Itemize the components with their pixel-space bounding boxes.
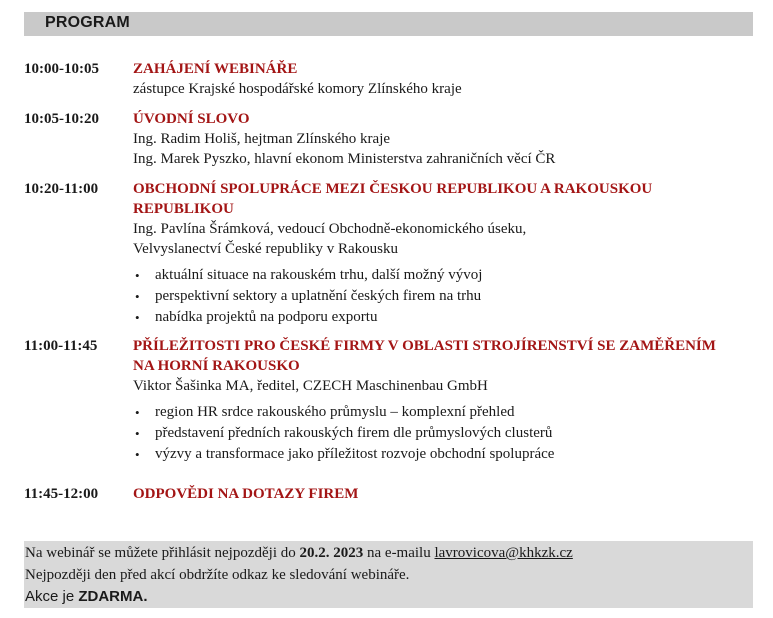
program-title: PROGRAM bbox=[45, 14, 130, 31]
session-content bbox=[133, 484, 748, 504]
bullet-icon: • bbox=[135, 426, 140, 441]
session-content bbox=[133, 179, 748, 328]
session-time: 11:45-12:00 bbox=[24, 486, 99, 502]
list-item: • nabídka projektů na podporu exportu bbox=[133, 307, 748, 328]
session-time: 11:00-11:45 bbox=[24, 338, 98, 354]
program-header bbox=[24, 12, 753, 36]
session-content bbox=[133, 109, 748, 169]
speaker-line: Viktor Šašinka MA, ředitel, CZECH Maschinenbau GmbH bbox=[133, 378, 488, 394]
session-time: 10:05-10:20 bbox=[24, 111, 99, 127]
email-link[interactable]: lavrovicova@khkzk.cz bbox=[434, 545, 573, 561]
registration-line: Na webinář se můžete přihlásit nejpozději do 20.2. 2023 na e-mailu lavrovicova@khkzk.cz bbox=[25, 545, 573, 561]
session-content bbox=[133, 336, 748, 465]
registration-footer bbox=[24, 541, 753, 608]
list-item: • region HR srdce rakouského průmyslu – komplexní přehled bbox=[133, 402, 748, 423]
webinar-link-note: Nejpozději den před akcí obdržíte odkaz ke sledování webináře. bbox=[25, 567, 410, 583]
session-title-line: NA HORNÍ RAKOUSKO bbox=[133, 358, 300, 374]
bullet-icon: • bbox=[135, 268, 140, 283]
deadline-date: 20.2. 2023 bbox=[299, 545, 364, 561]
bullet-icon: • bbox=[135, 447, 140, 462]
session-title-line: PŘÍLEŽITOSTI PRO ČESKÉ FIRMY V OBLASTI STROJÍRENSTVÍ SE ZAMĚŘENÍM bbox=[133, 338, 716, 354]
session-title-line: OBCHODNÍ SPOLUPRÁCE MEZI ČESKOU REPUBLIKOU A RAKOUSKOU bbox=[133, 181, 653, 197]
session-title: ODPOVĚDI NA DOTAZY FIREM bbox=[133, 486, 359, 502]
speaker-line: Velvyslanectví České republiky v Rakousku bbox=[133, 241, 398, 257]
speaker-line: Ing. Pavlína Šrámková, vedoucí Obchodně-ekonomického úseku, bbox=[133, 221, 527, 237]
speaker-line: Ing. Marek Pyszko, hlavní ekonom Ministerstva zahraničních věcí ČR bbox=[133, 151, 556, 167]
list-item: • představení předních rakouských firem dle průmyslových clusterů bbox=[133, 423, 748, 444]
free-event-line: Akce je ZDARMA. bbox=[25, 588, 148, 605]
list-item: • výzvy a transformace jako příležitost rozvoje obchodní spolupráce bbox=[133, 444, 748, 465]
speaker-line: zástupce Krajské hospodářské komory Zlínského kraje bbox=[133, 81, 462, 97]
session-time: 10:00-10:05 bbox=[24, 61, 99, 77]
session-title-line: REPUBLIKOU bbox=[133, 201, 234, 217]
bullet-icon: • bbox=[135, 310, 140, 325]
speaker-line: Ing. Radim Holiš, hejtman Zlínského kraje bbox=[133, 131, 391, 147]
session-time: 10:20-11:00 bbox=[24, 181, 99, 197]
session-title: ÚVODNÍ SLOVO bbox=[133, 111, 250, 127]
topic-list bbox=[133, 265, 748, 328]
free-badge: ZDARMA. bbox=[78, 588, 148, 605]
list-item: • perspektivní sektory a uplatnění českých firem na trhu bbox=[133, 286, 748, 307]
bullet-icon: • bbox=[135, 289, 140, 304]
bullet-icon: • bbox=[135, 405, 140, 420]
session-title: ZAHÁJENÍ WEBINÁŘE bbox=[133, 61, 298, 77]
session-content bbox=[133, 59, 748, 99]
topic-list bbox=[133, 402, 748, 465]
list-item: • aktuální situace na rakouském trhu, další možný vývoj bbox=[133, 265, 748, 286]
